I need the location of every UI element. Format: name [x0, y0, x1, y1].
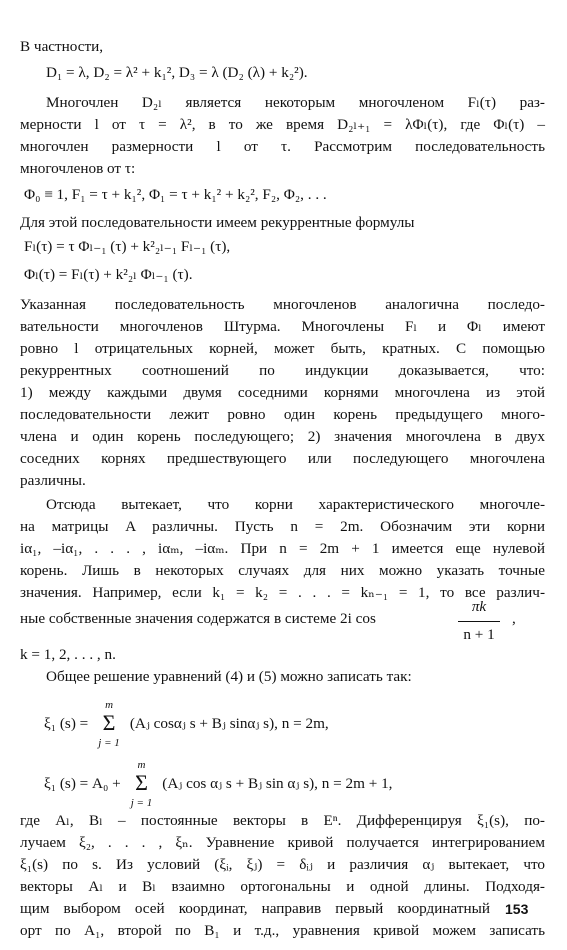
text-line: на матрицы A различны. Пусть n = 2m. Обозначим эти корни [20, 518, 545, 535]
text-line: Отсюда вытекает, что корни характеристического многочле- [46, 496, 545, 513]
text-fragment: ные собственные значения содержатся в системе 2i cos [20, 610, 376, 627]
equation-recurrence-phi: Φₗ(τ) = Fₗ(τ) + k²₂ₗ Φₗ₋₁ (τ). [24, 266, 193, 283]
equation-determinants: D₁ = λ, D₂ = λ² + k₁², D₃ = λ (D₂ (λ) + k₂²). [46, 64, 308, 81]
text-line: рекуррентных соотношений по индукции доказывается, что: [20, 362, 545, 379]
fraction-numerator: πk [471, 598, 487, 615]
text-line: соседних корнях предшествующего или последующего многочлена [20, 450, 545, 467]
sum-operator [92, 699, 126, 749]
text-line: орт по A₁, второй по B₁ и т.д., уравнения кривой можем записать [20, 922, 545, 939]
sum-operator [124, 759, 158, 809]
text-line: 1) между каждыми двумя соседними корнями многочлена из этой [20, 384, 545, 401]
text-line: члена и один корень последующего; 2) значения многочлена в двух [20, 428, 545, 445]
text-line: k = 1, 2, . . . , n. [20, 646, 116, 663]
equation-lhs: ξ₁ (s) = A₀ + [44, 774, 121, 792]
text-line: ξ₁(s) по s. Из условий (ξᵢ, ξⱼ) = δᵢⱼ и различия αⱼ вытекает, что [20, 856, 545, 873]
text-fragment: , [512, 610, 516, 627]
text-line: многочлен размерности l от τ. Рассмотрим последовательность [20, 138, 545, 155]
text-line: многочленов от τ: [20, 160, 136, 177]
equation-general-solution-odd [44, 759, 393, 809]
text-line: вательности многочленов Штурма. Многочлены Fₗ и Φₗ имеют [20, 318, 545, 335]
equation-recurrence-f: Fₗ(τ) = τ Φₗ₋₁ (τ) + k²₂ₗ₋₁ Fₗ₋₁ (τ), [24, 238, 231, 255]
text-line [20, 608, 500, 630]
text-line: Общее решение уравнений (4) и (5) можно записать так: [46, 668, 412, 685]
fraction-bar [458, 621, 500, 622]
page-number: 153 [505, 901, 529, 917]
text-line: где Aₗ, Bₗ – постоянные векторы в Eⁿ. Дифференцируя ξ₁(s), по- [20, 812, 545, 829]
sigma-symbol: Σ [135, 770, 148, 795]
text-line: векторы Aₗ и Bₗ взаимно ортогональны и одной длины. Подходя- [20, 878, 545, 895]
sum-upper-limit: m [137, 759, 146, 771]
text-line: В частности, [20, 38, 104, 55]
fraction-denominator: n + 1 [463, 626, 495, 643]
text-line: щим выбором осей координат, направив первый координатный [20, 900, 490, 917]
text-line: мерности l от τ = λ², в то же время D₂ₗ₊₁ = λΦₗ(τ), где Φₗ(τ) – [20, 116, 545, 133]
equation-sequence: Φ₀ ≡ 1, F₁ = τ + k₁², Φ₁ = τ + k₁² + k₂², F₂, Φ₂, . . . [24, 186, 327, 203]
text-line: Для этой последовательности имеем рекуррентные формулы [20, 214, 415, 231]
equation-rhs: (Aⱼ cos αⱼ s + Bⱼ sin αⱼ s), n = 2m + 1, [162, 774, 393, 792]
text-line: iα₁, –iα₁, . . . , iαₘ, –iαₘ. При n = 2m + 1 имеется еще нулевой [20, 540, 545, 557]
text-line: Указанная последовательность многочленов аналогична последо- [20, 296, 545, 313]
sum-upper-limit: m [105, 699, 114, 711]
text-line: последовательности лежит ровно один корень предыдущего много- [20, 406, 545, 423]
sum-lower-limit: j = 1 [98, 737, 120, 749]
text-line: Многочлен D₂ₗ является некоторым многочленом Fₗ(τ) раз- [46, 94, 545, 111]
fraction-pi-k [456, 596, 502, 648]
text-line: значения. Например, если k₁ = k₂ = . . . = kₙ₋₁ = 1, то все различ- [20, 584, 545, 601]
text-line: лучаем ξ₂, . . . , ξₙ. Уравнение кривой получается интегрированием [20, 834, 545, 851]
sigma-symbol: Σ [102, 710, 116, 735]
text-line: ровно l отрицательных корней, может быть, кратных. С помощью [20, 340, 545, 357]
text-line: различны. [20, 472, 86, 489]
equation-rhs: (Aⱼ cosαⱼ s + Bⱼ sinαⱼ s), n = 2m, [129, 714, 329, 732]
sum-lower-limit: j = 1 [130, 797, 153, 809]
equation-general-solution-even [44, 699, 329, 749]
text-line: корень. Лишь в некоторых случаях для них можно указать точные [20, 562, 545, 579]
equation-lhs: ξ₁ (s) = [44, 714, 89, 732]
